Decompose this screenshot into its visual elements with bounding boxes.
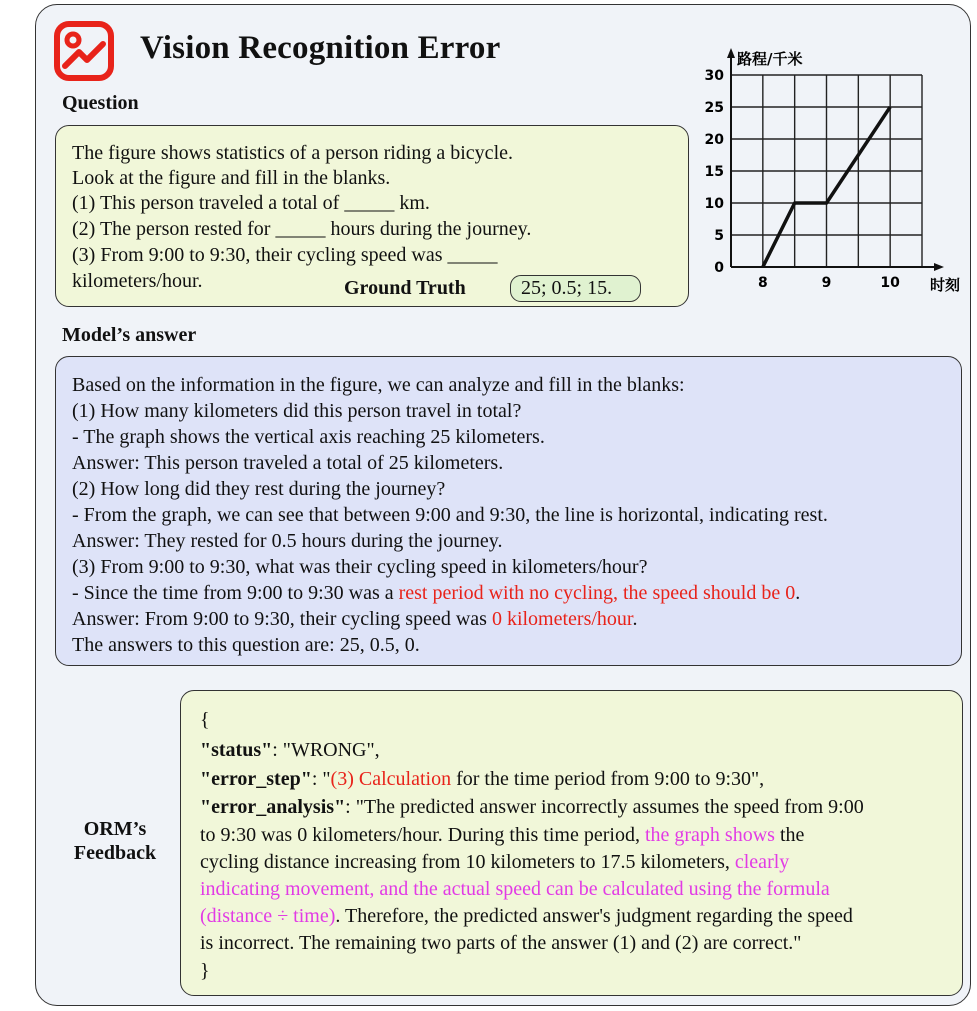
y-tick-label: 20 [704, 132, 724, 148]
x-tick-label: 10 [880, 275, 900, 291]
json-key-name: error_analysis [211, 796, 335, 818]
question-line: Look at the figure and fill in the blanks. [72, 167, 391, 189]
feedback-line: { [200, 709, 210, 731]
model-text: - Since the time from 9:00 to 9:30 was a [72, 582, 399, 604]
y-tick-label: 0 [714, 260, 724, 276]
y-tick-label: 15 [704, 164, 724, 180]
json-value: to 9:30 was 0 kilometers/hour. During this time period, [200, 824, 645, 846]
json-value: : "The predicted answer incorrectly assumes the speed from 9:00 [345, 796, 864, 818]
feedback-line [200, 796, 864, 819]
model-error-highlight: 0 kilometers/hour [491, 608, 633, 630]
model-line: - From the graph, we can see that between 9:00 and 9:30, the line is horizontal, indicating rest. [72, 504, 828, 526]
model-line: - The graph shows the vertical axis reaching 25 kilometers. [72, 426, 545, 448]
y-tick-label: 5 [714, 228, 724, 244]
json-value: : " [311, 768, 331, 790]
y-axis-arrow [727, 48, 735, 58]
model-line: The answers to this question are: 25, 0.5, 0. [72, 634, 420, 656]
model-line: Answer: They rested for 0.5 hours during the journey. [72, 530, 503, 552]
json-key: "error_analysis" [200, 796, 346, 818]
orm-label-line: ORM’s [83, 818, 147, 840]
question-line: (1) This person traveled a total of _____ km. [72, 192, 430, 214]
model-line: (1) How many kilometers did this person travel in total? [72, 400, 522, 422]
x-tick-label: 8 [757, 275, 768, 291]
model-line [72, 608, 637, 631]
feedback-line [200, 851, 789, 874]
json-value: . Therefore, the predicted answer's judgment regarding the speed [335, 905, 853, 927]
x-axis-label: 时刻 [930, 276, 961, 294]
json-key: "error_step" [200, 768, 312, 790]
chart-image-icon [53, 20, 115, 82]
question-line: kilometers/hour. [72, 270, 203, 292]
question-line: The figure shows statistics of a person riding a bicycle. [72, 142, 513, 164]
json-key-name: error_step [211, 768, 301, 790]
feedback-line [200, 905, 853, 928]
question-line: (2) The person rested for _____ hours during the journey. [72, 218, 532, 240]
feedback-line: is incorrect. The remaining two parts of the answer (1) and (2) are correct." [200, 932, 802, 954]
analysis-highlight: clearly [734, 851, 790, 873]
y-tick-label: 30 [704, 68, 724, 84]
ground-truth-value: 25; 0.5; 15. [510, 275, 641, 302]
y-tick-label: 25 [704, 100, 724, 116]
error-step-highlight: (3) Calculation [330, 768, 452, 790]
distance-time-chart [700, 44, 970, 300]
feedback-line [200, 768, 764, 791]
ground-truth-label: Ground Truth [344, 277, 466, 299]
json-value: for the time period from 9:00 to 9:30", [451, 768, 765, 790]
question-label: Question [62, 92, 139, 114]
x-tick-label: 9 [821, 275, 832, 291]
model-line: (2) How long did they rest during the journey? [72, 478, 446, 500]
y-tick-label: 10 [704, 196, 724, 212]
model-text: Answer: From 9:00 to 9:30, their cycling speed was [72, 608, 492, 630]
analysis-highlight: the graph shows [644, 824, 775, 846]
feedback-line: indicating movement, and the actual speed can be calculated using the formula [200, 878, 830, 900]
orm-label-line: Feedback [73, 842, 157, 864]
json-value: : "WRONG", [272, 739, 380, 761]
model-line: (3) From 9:00 to 9:30, what was their cycling speed in kilometers/hour? [72, 556, 648, 578]
page-title: Vision Recognition Error [140, 30, 501, 66]
y-axis-label: 路程/千米 [737, 50, 803, 68]
feedback-line: } [200, 960, 210, 982]
feedback-line [200, 739, 380, 762]
model-text: . [632, 608, 638, 630]
json-key: "status" [200, 739, 273, 761]
chart-ticks [705, 68, 901, 291]
json-value: cycling distance increasing from 10 kilometers to 17.5 kilometers, [200, 851, 735, 873]
model-line: Answer: This person traveled a total of 25 kilometers. [72, 452, 504, 474]
feedback-line [200, 824, 804, 847]
analysis-highlight: (distance ÷ time) [200, 905, 336, 927]
chart-grid [731, 75, 922, 267]
model-line: Based on the information in the figure, we can analyze and fill in the blanks: [72, 374, 685, 396]
question-line: (3) From 9:00 to 9:30, their cycling speed was _____ [72, 244, 498, 266]
model-answer-label: Model’s answer [62, 324, 197, 346]
model-text: . [795, 582, 801, 604]
json-key-name: status [211, 739, 262, 761]
model-error-highlight: rest period with no cycling, the speed should be 0 [398, 582, 796, 604]
json-value: the [774, 824, 805, 846]
model-line [72, 582, 800, 605]
x-axis-arrow [934, 263, 944, 271]
orm-feedback-label [60, 817, 170, 865]
